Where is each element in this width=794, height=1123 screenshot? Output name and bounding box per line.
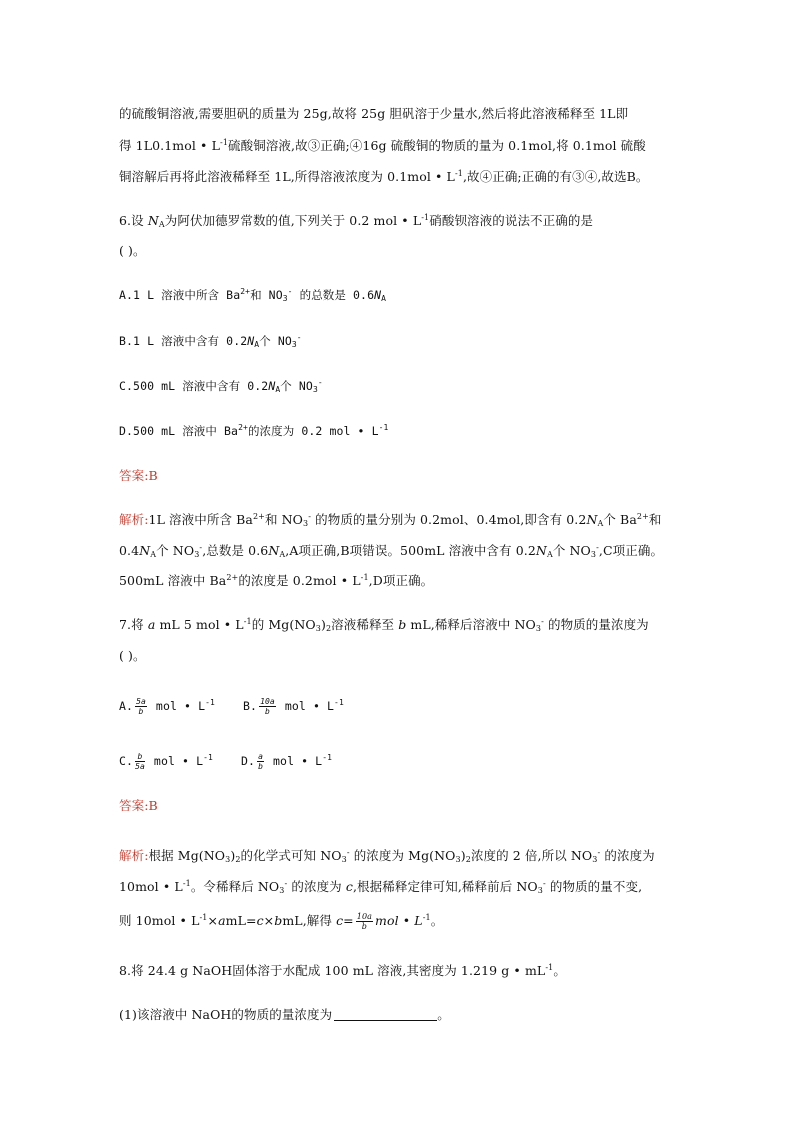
- answer-6: 答案:B: [119, 468, 158, 483]
- question-7-paren: ( )。: [119, 648, 146, 663]
- question-8-part-1: (1)该溶液中 NaOH的物质的量浓度为 。: [119, 1007, 450, 1022]
- explanation-7-line: 10mol • $L^{-1}$。令稀释后 $NO_3^-$ 的浓度为 c,根据稀释定律可知,稀释前后 $NO_3^-$ 的物质的量不变,: [119, 879, 643, 895]
- answer-7: 答案:B: [119, 798, 158, 813]
- option-c: C.500 mL 溶液中含有 $0.2N_A$个 $NO_3^-$: [119, 378, 323, 394]
- option-b: B. $\frac{10a}{b}$ mol • $L^{-1}$: [243, 697, 344, 716]
- explanation-6-line: 500mL 溶液中 $Ba^{2+}$的浓度是 0.2mol • $L^{-1},D$项正确。: [119, 573, 434, 588]
- explanation-6-line: 解析:1L 溶液中所含 $Ba^{2+}$和 $NO_3^-$ 的物质的量分别为 0.2mol、0.4mol,即含有 $0.2N_A$个 $Ba^{2+}$和: [119, 512, 662, 528]
- explanation-7-line: 解析:根据 $Mg(NO_3)_2$的化学式可知 $NO_3^-$ 的浓度为 $Mg(NO_3)_2$浓度的 2 倍,所以 $NO_3^-$ 的浓度为: [119, 848, 655, 864]
- option-d: D. $\frac{a}{b}$ mol • $L^{-1}$: [241, 752, 333, 771]
- option-c: C. $\frac{b}{5a}$ mol • $L^{-1}$: [119, 752, 213, 771]
- option-row-ab: [119, 697, 344, 716]
- question-6-stem: 6.设 $N_A$为阿伏加德罗常数的值,下列关于 0.2 mol • $L^{-1}$硝酸钡溶液的说法不正确的是: [119, 213, 594, 229]
- option-a: A.1 L 溶液中所含 $Ba^{2+}$和 $NO_3^-$ 的总数是 $0.6N_A$: [119, 287, 387, 303]
- text-line: 得 1L0.1mol • $L^{-1}$硫酸铜溶液,故③正确;④16g 硫酸铜的物质的量为 0.1mol,将 0.1mol 硫酸: [119, 138, 646, 153]
- option-a: A. $\frac{5a}{b}$ mol • $L^{-1}$: [119, 697, 215, 716]
- question-6-paren: ( )。: [119, 243, 146, 258]
- answer-blank[interactable]: [334, 1008, 437, 1021]
- option-b: B.1 L 溶液中含有 $0.2N_A$个 $NO_3^-$: [119, 333, 302, 349]
- explanation-6-line: $0.4N_A$个 $NO_3^-$,总数是 $0.6N_A,A$项正确,B项错误。500mL 溶液中含有 $0.2N_A$个 $NO_3^-,C$项正确。: [119, 543, 664, 559]
- text-line: 的硫酸铜溶液,需要胆矾的质量为 25g,故将 25g 胆矾溶于少量水,然后将此溶液稀释至 1L即: [119, 106, 629, 121]
- option-d: D.500 mL 溶液中 $Ba^{2+}$的浓度为 0.2 mol • $L^{-1}$: [119, 423, 389, 438]
- option-row-cd: [119, 752, 332, 771]
- question-8-stem: 8.将 24.4 g NaOH固体溶于水配成 100 mL 溶液,其密度为 1.219 g • $mL^{-1}$。: [119, 963, 566, 978]
- question-7-stem: 7.将 a mL 5 mol • $L^{-1}$的 $Mg(NO_3)_2$溶液稀释至 b mL,稀释后溶液中 $NO_3^-$ 的物质的量浓度为: [119, 617, 649, 633]
- text-line: 铜溶解后再将此溶液稀释至 1L,所得溶液浓度为 0.1mol • $L^{-1}$,故④正确;正确的有③④,故选B。: [119, 169, 649, 184]
- explanation-7-line: 则 10mol • $L^{-1}\times amL=c\times bmL$,解得 c= $\frac{10a}{b}$ mol • $L^{-1}$。: [119, 912, 444, 931]
